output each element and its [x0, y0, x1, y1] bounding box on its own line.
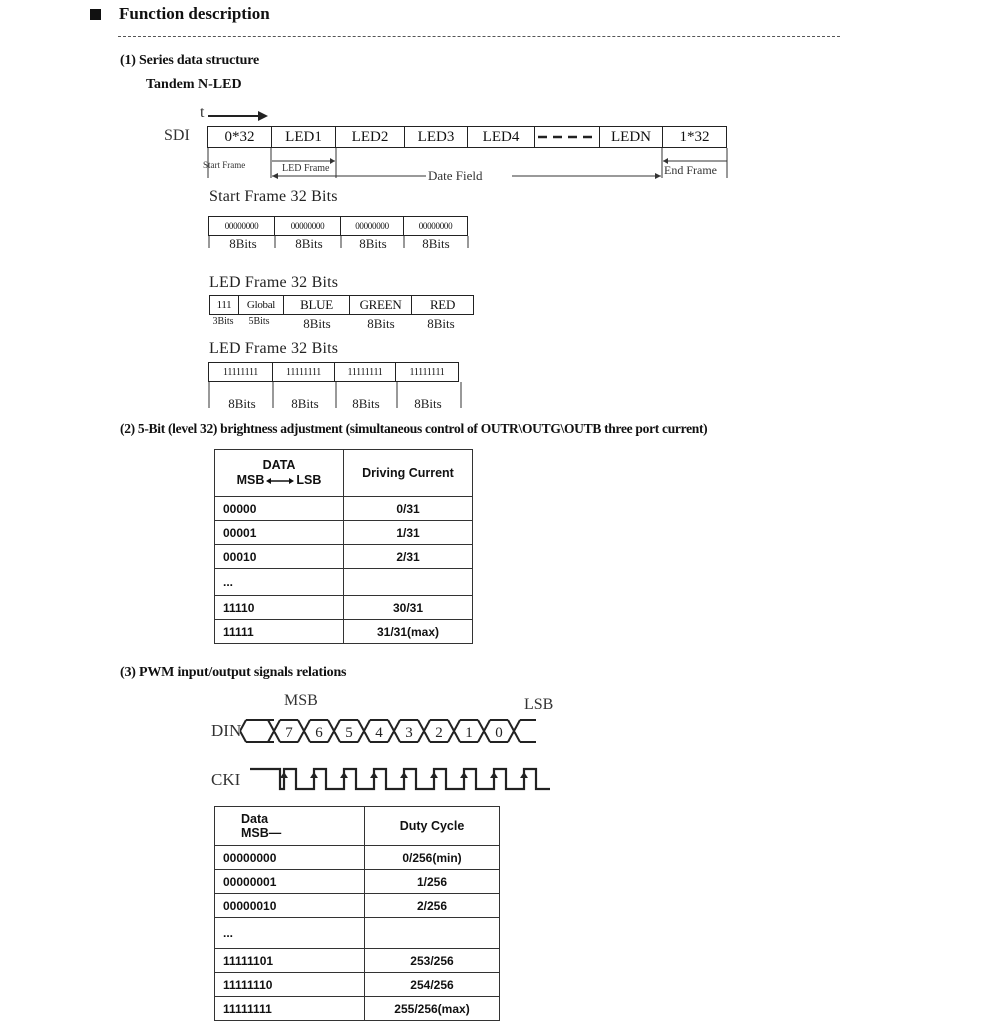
table-header-current: Driving Current — [344, 450, 473, 497]
table-cell-current: 30/31 — [344, 596, 473, 620]
bits-label: 8Bits — [228, 396, 256, 411]
din-bit-label: 1 — [465, 725, 473, 741]
section2-title: (2) 5-Bit (level 32) brightness adjustment (simultaneous control of OUTR\OUTG\OUTB three port current) — [120, 421, 708, 436]
table-header-data — [215, 807, 365, 846]
led-frame-b-cell: 11111111 — [208, 362, 273, 382]
table-row — [215, 596, 473, 620]
section-heading — [90, 4, 270, 24]
table-row — [215, 870, 500, 894]
sdi-segment-led1: LED1 — [271, 126, 336, 148]
table-row — [215, 620, 473, 644]
table-cell-data: 00000010 — [215, 894, 365, 918]
bits-label: 8Bits — [295, 236, 323, 251]
table-cell-data: 00001 — [215, 521, 344, 545]
annotation-end-frame: End Frame — [664, 163, 717, 177]
table-cell-duty: 255/256(max) — [365, 997, 500, 1021]
sdi-segment-end: 1*32 — [662, 126, 727, 148]
annotation-led-frame: LED Frame — [282, 163, 330, 174]
table-row — [215, 521, 473, 545]
table-cell-current — [344, 569, 473, 596]
time-arrow-icon — [208, 110, 268, 122]
dashed-divider — [118, 36, 840, 37]
table-row — [215, 973, 500, 997]
section1-title: (1) Series data structure — [120, 53, 259, 68]
sdi-segment-ledn: LEDN — [599, 126, 663, 148]
bits-label: 8Bits — [359, 236, 387, 251]
table-cell-data: 11110 — [215, 596, 344, 620]
cki-waveform — [250, 763, 580, 795]
brightness-table — [214, 449, 473, 644]
double-arrow-icon — [266, 477, 294, 485]
table-cell-data: 11111101 — [215, 949, 365, 973]
din-bit-label: 4 — [375, 725, 383, 741]
led-frame-b-row — [208, 362, 458, 382]
led-frame-a-cell: BLUE — [283, 295, 350, 315]
header-msb: MSB — [236, 473, 265, 487]
table-row — [215, 918, 500, 949]
din-bit-label: 6 — [315, 725, 323, 741]
table-cell-current: 2/31 — [344, 545, 473, 569]
sdi-segment-led4: LED4 — [467, 126, 535, 148]
table-cell-data: 11111110 — [215, 973, 365, 997]
table-cell-data: ... — [215, 918, 365, 949]
bits-label: 8Bits — [422, 236, 450, 251]
led-frame-b-cell: 11111111 — [395, 362, 459, 382]
annotation-date-field: Date Field — [428, 168, 483, 183]
section1-subtitle: Tandem N-LED — [146, 77, 242, 92]
start-frame-cell: 00000000 — [274, 216, 341, 236]
header-data-label: DATA — [262, 458, 296, 472]
table-cell-data: 00010 — [215, 545, 344, 569]
table-header-duty: Duty Cycle — [365, 807, 500, 846]
table-row — [215, 569, 473, 596]
sdi-segment-led2: LED2 — [335, 126, 405, 148]
start-frame-cell: 00000000 — [340, 216, 404, 236]
header-lsb: LSB — [296, 473, 322, 487]
bits-label: 8Bits — [229, 236, 257, 251]
table-header-row — [215, 450, 473, 497]
table-row — [215, 497, 473, 521]
table-row — [215, 545, 473, 569]
bits-label: 8Bits — [303, 316, 331, 331]
sdi-segment-led3: LED3 — [404, 126, 468, 148]
start-frame-cell: 00000000 — [403, 216, 468, 236]
rising-edge-arrow-icon — [310, 772, 318, 778]
header-msb-label: MSB— — [241, 826, 282, 840]
din-bit-label: 7 — [285, 725, 293, 741]
bits-label: 8Bits — [367, 316, 395, 331]
table-header-row — [215, 807, 500, 846]
start-frame-row — [208, 216, 467, 236]
table-cell-duty: 0/256(min) — [365, 846, 500, 870]
led-frame-a-cell: RED — [411, 295, 474, 315]
rising-edge-arrow-icon — [370, 772, 378, 778]
din-bit-label: 0 — [495, 725, 503, 741]
duty-cycle-table — [214, 806, 500, 1021]
led-frame-a-row — [209, 295, 473, 315]
din-bit-label: 3 — [405, 725, 413, 741]
rising-edge-arrow-icon — [430, 772, 438, 778]
bits-label: 8Bits — [291, 396, 319, 411]
heading-title: Function description — [119, 4, 270, 23]
led-frame-a-title: LED Frame 32 Bits — [209, 274, 339, 291]
bits-label: 3Bits — [212, 316, 234, 327]
table-cell-current: 31/31(max) — [344, 620, 473, 644]
table-cell-data: 00000001 — [215, 870, 365, 894]
bits-label: 5Bits — [248, 316, 270, 327]
msb-label: MSB — [284, 692, 318, 709]
din-bit-label: 2 — [435, 725, 443, 741]
section3-title: (3) PWM input/output signals relations — [120, 665, 347, 680]
lsb-label: LSB — [524, 696, 554, 713]
table-cell-duty: 1/256 — [365, 870, 500, 894]
table-row — [215, 997, 500, 1021]
table-cell-duty: 253/256 — [365, 949, 500, 973]
start-frame-cell: 00000000 — [208, 216, 275, 236]
sdi-dashes-icon — [534, 126, 600, 148]
time-label: t — [200, 104, 205, 121]
rising-edge-arrow-icon — [340, 772, 348, 778]
rising-edge-arrow-icon — [490, 772, 498, 778]
sdi-segment-start: 0*32 — [207, 126, 272, 148]
din-label: DIN — [211, 721, 242, 740]
table-header-data — [215, 450, 344, 497]
table-row — [215, 894, 500, 918]
rising-edge-arrow-icon — [460, 772, 468, 778]
rising-edge-arrow-icon — [280, 772, 288, 778]
table-cell-current: 1/31 — [344, 521, 473, 545]
table-row — [215, 846, 500, 870]
table-cell-current: 0/31 — [344, 497, 473, 521]
table-cell-data: 00000000 — [215, 846, 365, 870]
table-cell-duty: 254/256 — [365, 973, 500, 997]
led-frame-b-title: LED Frame 32 Bits — [209, 340, 339, 357]
table-row — [215, 949, 500, 973]
table-cell-data: 11111111 — [215, 997, 365, 1021]
cki-label: CKI — [211, 770, 241, 789]
table-cell-data: ... — [215, 569, 344, 596]
bits-label: 8Bits — [414, 396, 442, 411]
led-frame-a-cell: GREEN — [349, 295, 412, 315]
led-frame-a-cell: 111 — [209, 295, 239, 315]
din-bit-label: 5 — [345, 725, 353, 741]
square-bullet-icon — [90, 9, 101, 20]
din-waveform — [240, 714, 580, 750]
start-frame-title: Start Frame 32 Bits — [209, 188, 338, 205]
rising-edge-arrow-icon — [400, 772, 408, 778]
led-frame-b-cell: 11111111 — [272, 362, 335, 382]
annotation-start-frame: Start Frame — [203, 160, 246, 170]
header-msb-lsb — [223, 473, 335, 488]
bits-label: 8Bits — [352, 396, 380, 411]
header-data-label: Data — [241, 812, 269, 826]
led-frame-a-cell: Global — [238, 295, 284, 315]
table-cell-data: 11111 — [215, 620, 344, 644]
table-cell-duty: 2/256 — [365, 894, 500, 918]
rising-edge-arrow-icon — [520, 772, 528, 778]
led-frame-b-cell: 11111111 — [334, 362, 396, 382]
table-cell-duty — [365, 918, 500, 949]
table-cell-data: 00000 — [215, 497, 344, 521]
bits-label: 8Bits — [427, 316, 455, 331]
sdi-label: SDI — [164, 127, 190, 144]
